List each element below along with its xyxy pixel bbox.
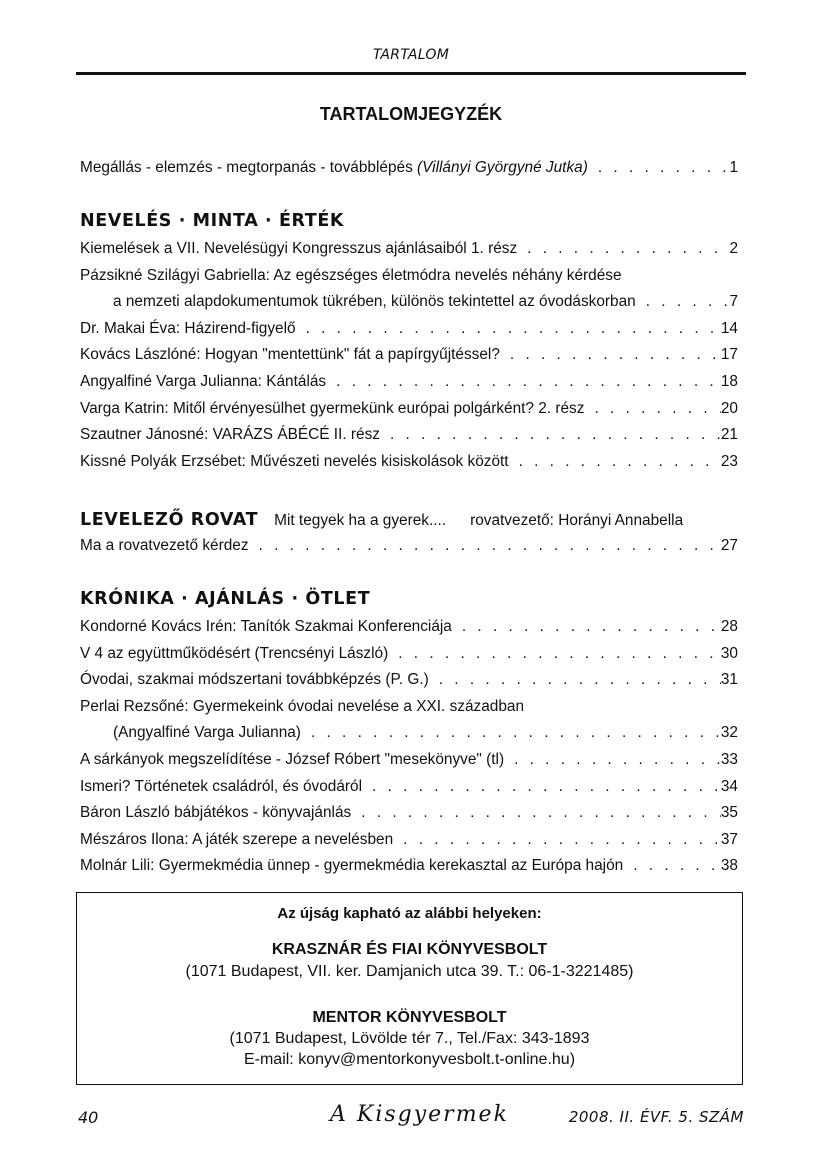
section-kronika-list: [80, 614, 738, 880]
entry-author: (Villányi Györgyné Jutka): [417, 159, 588, 176]
entry-title: Kondorné Kovács Irén: Tanítók Szakmai Konferenciája: [80, 618, 452, 635]
page-number: 21: [720, 426, 738, 444]
entry-title: Megállás - elemzés - megtorpanás - továbblépés: [80, 159, 418, 176]
toc-entry: [80, 449, 738, 476]
entry-title: Mészáros Ilona: A játék szerepe a nevelésben: [80, 830, 394, 848]
entry-title: Kovács Lászlóné: Hogyan "mentettünk" fát a papírgyűjtéssel?: [80, 346, 500, 364]
page-number: 7: [729, 293, 738, 311]
dot-leader: [390, 422, 721, 449]
dot-leader: [633, 853, 721, 880]
footer-page-number: 40: [78, 1108, 99, 1127]
page-number: 30: [720, 644, 738, 662]
toc-entry: [80, 422, 738, 449]
entry-title: Szautner Jánosné: VARÁZS ÁBÉCÉ II. rész: [80, 426, 380, 444]
dot-leader: [306, 316, 721, 343]
dot-leader: [527, 236, 729, 263]
page-title: TARTALOMJEGYZÉK: [319, 104, 503, 124]
dot-leader: [311, 720, 721, 747]
page-number: 17: [720, 346, 738, 364]
entry-title: Dr. Makai Éva: Házirend-figyelő: [80, 319, 296, 337]
toc-entry: [80, 853, 738, 880]
store-name: KRASZNÁR ÉS FIAI KÖNYVESBOLT: [271, 941, 548, 958]
entry-title: Kissné Polyák Erzsébet: Művészeti nevelés kisiskolások között: [80, 452, 509, 470]
page-number: 38: [720, 857, 738, 875]
entry-title: a nemzeti alapdokumentumok tükrében, különös tekintettel az óvodáskorban: [113, 293, 636, 311]
toc-entry: [80, 667, 738, 694]
entry-title: Angyalfiné Varga Julianna: Kántálás: [80, 372, 327, 390]
section-subtitle: Mit tegyek ha a gyerek....: [274, 512, 447, 529]
footer-issue: 2008. II. ÉVF. 5. SZÁM: [568, 1108, 744, 1126]
store-address: (1071 Budapest, VII. ker. Damjanich utca 39. T.: 06-1-3221485): [185, 963, 634, 980]
running-header: TARTALOM: [372, 47, 450, 63]
page-number: 37: [720, 830, 738, 848]
entry-title: Ma a rovatvezető kérdez: [80, 537, 249, 554]
entry-title: A sárkányok megszelídítése - József Róbert "mesekönyve" (tl): [80, 750, 505, 768]
toc-entry: [80, 827, 738, 854]
availability-intro: Az újság kapható az alábbi helyeken:: [277, 905, 542, 922]
section-heading-kronika: KRÓNIKA · AJÁNLÁS · ÖTLET: [80, 589, 371, 609]
page-number: 34: [720, 777, 738, 795]
toc-entry-continuation: [80, 289, 738, 316]
dot-leader: [398, 641, 721, 668]
footer-magazine-title: A Kisgyermek: [330, 1102, 509, 1127]
toc-entry: [80, 369, 738, 396]
dot-leader: [259, 533, 721, 560]
page-number: 23: [720, 452, 738, 470]
section-heading-levelezo-line: [80, 507, 683, 533]
page-number: 35: [720, 804, 738, 822]
section-heading-neveles: NEVELÉS · MINTA · ÉRTÉK: [80, 211, 345, 231]
entry-title: Pázsikné Szilágyi Gabriella: Az egészséges életmódra nevelés néhány kérdése: [80, 266, 622, 284]
page-number: 1: [729, 159, 738, 176]
entry-title: Molnár Lili: Gyermekmédia ünnep - gyermekmédia kerekasztal az Európa hajón: [80, 857, 624, 875]
dot-leader: [403, 827, 721, 854]
intro-entry-block: [80, 155, 738, 182]
page-number: 27: [720, 537, 738, 554]
dot-leader: [372, 774, 721, 801]
entry-title: Kiemelések a VII. Nevelésügyi Kongresszus ajánlásaiból 1. rész: [80, 240, 518, 257]
toc-entry: [80, 533, 738, 560]
page-number: 18: [720, 372, 738, 390]
page-number: 20: [720, 399, 738, 417]
toc-entry: [80, 396, 738, 423]
page-number: 32: [720, 724, 738, 742]
section-levelezo-list: [80, 533, 738, 560]
toc-entry: [80, 800, 738, 827]
dot-leader: [519, 449, 721, 476]
dot-leader: [514, 747, 721, 774]
toc-entry: [80, 316, 738, 343]
store-email: E-mail: konyv@mentorkonyvesbolt.t-online.hu): [243, 1051, 576, 1068]
entry-title: Varga Katrin: Mitől érvényesülhet gyermekünk európai polgárként? 2. rész: [80, 399, 585, 417]
dot-leader: [361, 800, 721, 827]
entry-title: (Angyalfiné Varga Julianna): [113, 724, 301, 742]
dot-leader: [510, 342, 721, 369]
header-rule: [76, 72, 746, 75]
toc-entry: [80, 641, 738, 668]
dot-leader: [594, 396, 720, 423]
toc-entry: [80, 342, 738, 369]
dot-leader: [439, 667, 721, 694]
dot-leader: [646, 289, 730, 316]
toc-entry: [80, 155, 738, 182]
dot-leader: [598, 155, 730, 182]
toc-entry: [80, 614, 738, 641]
toc-entry: [80, 263, 738, 290]
page-number: 14: [720, 319, 738, 337]
toc-entry: [80, 774, 738, 801]
dot-leader: [336, 369, 721, 396]
store-name: MENTOR KÖNYVESBOLT: [312, 1009, 507, 1026]
availability-box: [76, 892, 743, 1085]
toc-entry: [80, 694, 738, 721]
entry-title: Ismeri? Történetek családról, és óvodáról: [80, 777, 363, 795]
store-address: (1071 Budapest, Lövölde tér 7., Tel./Fax: 343-1893: [229, 1030, 590, 1047]
dot-leader: [462, 614, 721, 641]
section-heading-levelezo: LEVELEZŐ ROVAT: [80, 510, 259, 530]
toc-entry: [80, 236, 738, 263]
entry-title: Perlai Rezsőné: Gyermekeink óvodai nevelése a XXI. században: [80, 697, 525, 715]
page-number: 28: [720, 618, 738, 635]
entry-title: Báron László bábjátékos - könyvajánlás: [80, 804, 352, 822]
section-editor: rovatvezető: Horányi Annabella: [470, 512, 684, 529]
page-number: 33: [720, 750, 738, 768]
section-neveles-list: [80, 236, 738, 475]
entry-title: Óvodai, szakmai módszertani továbbképzés (P. G.): [80, 671, 429, 689]
page-number: 31: [720, 671, 738, 689]
toc-entry: [80, 747, 738, 774]
page-number: 2: [729, 240, 738, 257]
entry-title: V 4 az együttműködésért (Trencsényi László): [80, 644, 389, 662]
toc-entry-continuation: [80, 720, 738, 747]
